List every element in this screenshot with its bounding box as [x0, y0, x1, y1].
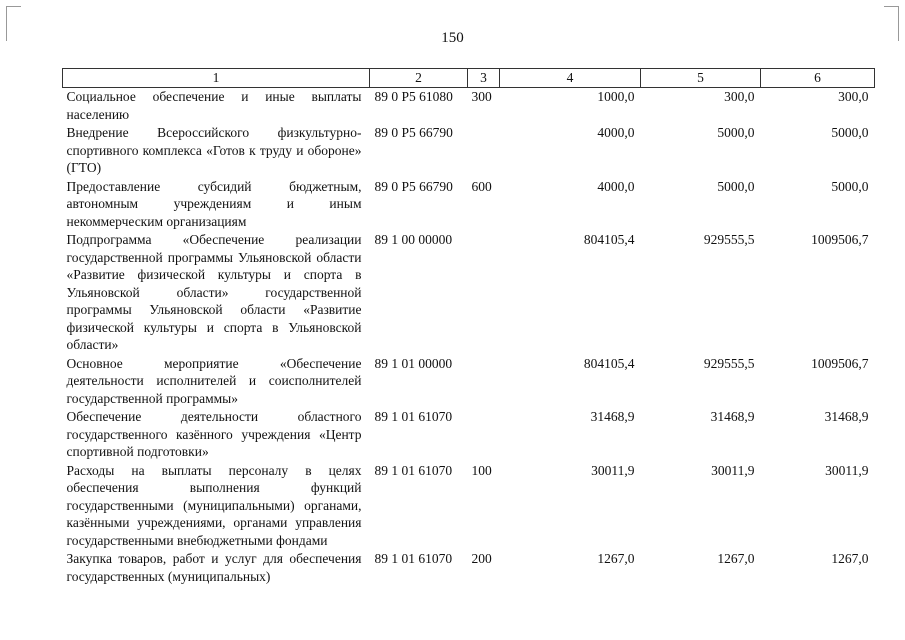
row-value-col5: 929555,5: [703, 355, 755, 371]
row-value-col5: 31468,9: [710, 409, 755, 424]
row-code: 89 1 01 61070: [374, 409, 453, 424]
row-value-col4: 30011,9: [591, 462, 635, 478]
row-value-col5: 1267,0: [717, 551, 755, 566]
row-name: Расходы на выплаты персоналу в целях обеспечения выполнения функций государственными (муниципальными) органами, казёнными учреждениями, органами управления государственными внебюджетными фондами: [66, 462, 362, 548]
row-code: 89 1 00 00000: [374, 232, 453, 247]
row-name: Социальное обеспечение и иные выплаты населению: [66, 89, 362, 122]
row-value-col4: 804105,4: [583, 355, 635, 371]
row-expense-type: [468, 408, 500, 462]
row-value-col6: 300,0: [838, 89, 869, 104]
row-expense-type: [468, 231, 500, 355]
row-value-col4: 1267,0: [597, 551, 635, 566]
row-expense-type: 100: [471, 462, 492, 478]
header-col-4: 4: [500, 69, 641, 88]
header-col-2: 2: [370, 69, 468, 88]
row-value-col6: 5000,0: [831, 125, 869, 140]
table-row: [63, 88, 875, 125]
header-col-5: 5: [641, 69, 761, 88]
row-expense-type: 200: [471, 551, 492, 566]
table-row: [63, 124, 875, 178]
row-value-col6: 1009506,7: [811, 232, 869, 247]
row-value-col4: 31468,9: [590, 409, 635, 424]
row-name: Основное мероприятие «Обеспечение деятельности исполнителей и соисполнителей государственной программы»: [66, 355, 362, 406]
table-row: [63, 550, 875, 586]
row-expense-type: [468, 124, 500, 178]
row-value-col4: 1000,0: [597, 89, 635, 104]
header-col-3: 3: [468, 69, 500, 88]
row-value-col5: 300,0: [724, 89, 755, 104]
row-expense-type: 600: [471, 178, 492, 194]
row-code: 89 0 Р5 66790: [374, 125, 453, 140]
row-value-col4: 4000,0: [597, 178, 635, 194]
row-value-col6: 1267,0: [831, 551, 869, 566]
row-name: Подпрограмма «Обеспечение реализации государственной программы Ульяновской области «Развитие физической культуры и спорта в Ульяновской области» государственной программы Ульяновской области «Развитие физической культуры и спорта в Ульяновской области»: [66, 232, 362, 352]
row-value-col5: 5000,0: [717, 178, 755, 194]
table-row: [63, 231, 875, 355]
header-row: [63, 69, 875, 88]
row-code: 89 1 01 61070: [374, 551, 453, 566]
row-code: 89 1 01 61070: [374, 462, 453, 478]
row-code: 89 1 01 00000: [374, 355, 453, 371]
row-value-col6: 31468,9: [824, 409, 869, 424]
row-name: Внедрение Всероссийского физкультурно-спортивного комплекса «Готов к труду и обороне» (ГТО): [66, 125, 362, 175]
budget-table: [62, 68, 875, 586]
table-row: [63, 408, 875, 462]
row-name: Обеспечение деятельности областного государственного казённого учреждения «Центр спортивной подготовки»: [66, 409, 362, 459]
table-row: [63, 178, 875, 232]
row-value-col5: 30011,9: [711, 462, 755, 478]
row-value-col6: 30011,9: [825, 462, 869, 478]
table-row: [63, 355, 875, 409]
page-number: 150: [441, 30, 464, 46]
row-value-col6: 5000,0: [831, 178, 869, 194]
row-value-col4: 4000,0: [597, 125, 635, 140]
row-name: Предоставление субсидий бюджетным, автономным учреждениям и иным некоммерческим организациям: [66, 178, 362, 229]
row-code: 89 0 Р5 66790: [374, 178, 453, 194]
row-value-col4: 804105,4: [583, 232, 635, 247]
row-expense-type: [468, 355, 500, 409]
row-name: Закупка товаров, работ и услуг для обеспечения государственных (муниципальных): [66, 551, 362, 584]
row-value-col5: 5000,0: [717, 125, 755, 140]
table-row: [63, 462, 875, 551]
row-expense-type: 300: [471, 89, 492, 104]
row-value-col5: 929555,5: [703, 232, 755, 247]
row-code: 89 0 Р5 61080: [374, 89, 453, 104]
row-value-col6: 1009506,7: [811, 355, 869, 371]
header-col-6: 6: [761, 69, 875, 88]
header-col-1: 1: [63, 69, 370, 88]
